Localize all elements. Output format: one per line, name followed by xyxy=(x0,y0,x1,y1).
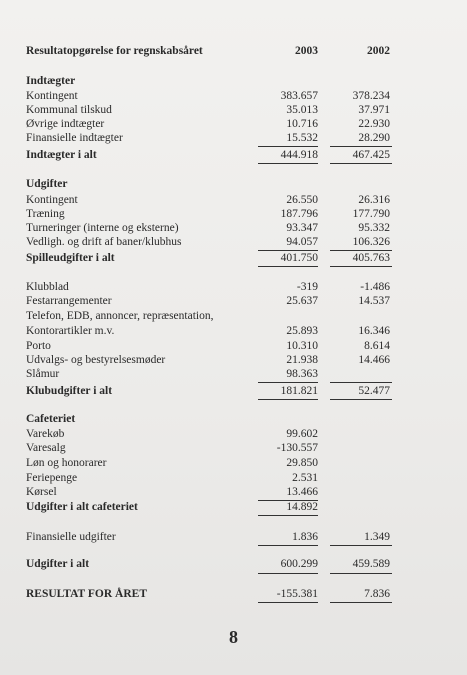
table-row: Vedligh. og drift af baner/klubhus 94.057 106.326 xyxy=(26,236,390,248)
page-number: 8 xyxy=(229,627,238,647)
total-row-resultat: RESULTAT FOR ÅRET -155.381 7.836 xyxy=(26,588,390,600)
statement-title: Resultatopgørelse for regnskabsåret xyxy=(26,45,203,57)
column-header-2002: 2002 xyxy=(367,45,390,57)
total-rule xyxy=(330,146,392,147)
total-underline xyxy=(258,515,318,516)
total-underline xyxy=(258,266,318,267)
total-row-udgifter: Udgifter i alt 600.299 459.589 xyxy=(26,558,390,570)
total-underline xyxy=(258,602,318,603)
total-rule xyxy=(258,146,318,147)
total-underline xyxy=(330,602,392,603)
table-row: Finansielle indtægter 15.532 28.290 xyxy=(26,132,390,144)
table-row: Øvrige indtægter 10.716 22.930 xyxy=(26,118,390,130)
total-underline xyxy=(258,573,318,574)
table-row: Festarrangementer 25.637 14.537 xyxy=(26,295,390,307)
table-row: Turneringer (interne og eksterne) 93.347 95.332 xyxy=(26,222,390,234)
total-underline xyxy=(330,399,392,400)
section-heading-indtaegter: Indtægter xyxy=(26,75,76,87)
table-row: Telefon, EDB, annoncer, repræsentation, xyxy=(26,310,214,322)
section-heading-cafeteriet: Cafeteriet xyxy=(26,413,76,425)
total-underline xyxy=(330,573,392,574)
table-row: Udvalgs- og bestyrelsesmøder 21.938 14.466 xyxy=(26,354,390,366)
table-row: Klubblad -319 -1.486 xyxy=(26,281,390,293)
table-row: Løn og honorarer 29.850 xyxy=(26,457,318,469)
total-row-cafeteriet: Udgifter i alt cafeteriet 14.892 xyxy=(26,501,318,513)
total-row-indtaegter: Indtægter i alt 444.918 467.425 xyxy=(26,149,390,161)
total-rule xyxy=(330,545,392,546)
table-row: Kommunal tilskud 35.013 37.971 xyxy=(26,104,390,116)
table-row: Kontorartikler m.v. 25.893 16.346 xyxy=(26,325,390,337)
total-rule xyxy=(258,382,318,383)
table-row: Kontingent 383.657 378.234 xyxy=(26,90,390,102)
total-row-klubudgifter: Klubudgifter i alt 181.821 52.477 xyxy=(26,385,390,397)
total-underline xyxy=(330,163,392,164)
total-underline xyxy=(258,163,318,164)
section-heading-udgifter: Udgifter xyxy=(26,178,68,190)
total-row-spilleudgifter: Spilleudgifter i alt 401.750 405.763 xyxy=(26,252,390,264)
table-header xyxy=(0,44,467,58)
table-row: Varesalg -130.557 xyxy=(26,442,318,454)
total-underline xyxy=(258,399,318,400)
table-row: Træning 187.796 177.790 xyxy=(26,208,390,220)
table-row-finansielle-udgifter: Finansielle udgifter 1.836 1.349 xyxy=(26,531,390,543)
total-rule xyxy=(330,382,392,383)
column-header-2003: 2003 xyxy=(295,45,318,57)
table-row: Slåmur 98.363 xyxy=(26,368,318,380)
table-row: Kørsel 13.466 xyxy=(26,486,318,498)
total-underline xyxy=(330,266,392,267)
table-row: Kontingent 26.550 26.316 xyxy=(26,194,390,206)
table-row: Varekøb 99.602 xyxy=(26,428,318,440)
table-row: Porto 10.310 8.614 xyxy=(26,340,390,352)
table-row: Feriepenge 2.531 xyxy=(26,472,318,484)
total-rule xyxy=(258,545,318,546)
